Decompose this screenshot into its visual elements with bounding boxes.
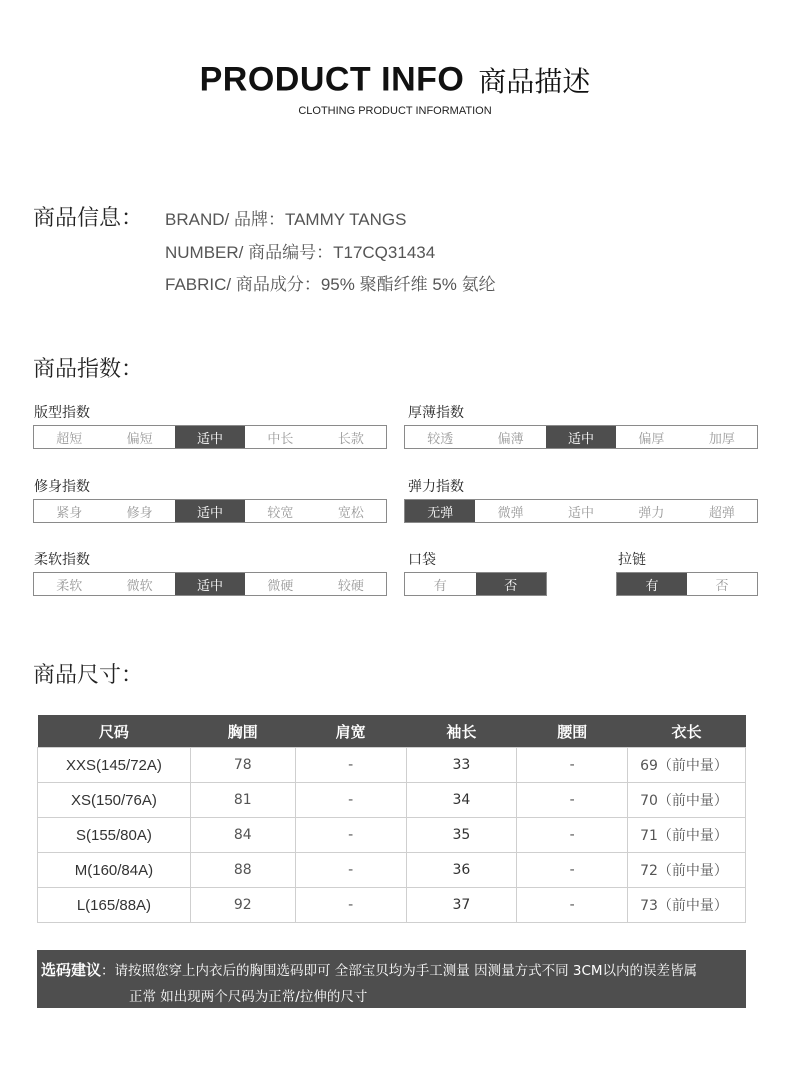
thickness-option-1: 偏薄: [497, 431, 524, 447]
zipper-option-0: 有: [617, 573, 687, 595]
size-advice-title: 选码建议: [41, 961, 102, 979]
index-section-label: 商品指数：: [33, 357, 144, 382]
cell-sleeve: 35: [406, 818, 517, 853]
cell-shoulder: -: [295, 748, 406, 783]
cell-waist: -: [517, 888, 628, 923]
thickness-index-scale: [404, 425, 758, 449]
pocket-option-1: 否: [476, 573, 547, 595]
header-chest: 胸围: [190, 715, 295, 748]
header-length: 衣长: [628, 715, 746, 748]
soft-index-label: 柔软指数: [34, 552, 90, 568]
cell-size: XS(150/76A): [38, 783, 191, 818]
slim-option-3: 较宽: [267, 505, 294, 521]
size-table: [37, 715, 746, 923]
cell-chest: 88: [190, 853, 295, 888]
size-table-header: [38, 715, 746, 748]
fit-option-1: 偏短: [126, 431, 153, 447]
thickness-option-2: 适中: [546, 426, 616, 448]
cell-length: 72（前中量）: [628, 853, 746, 888]
slim-option-1: 修身: [126, 505, 153, 521]
cell-size: M(160/84A): [38, 853, 191, 888]
thickness-option-0: 较透: [427, 431, 454, 447]
cell-sleeve: 33: [406, 748, 517, 783]
slim-option-4: 宽松: [337, 505, 364, 521]
title-en: PRODUCT INFO: [199, 60, 465, 99]
elastic-option-4: 超弹: [708, 505, 735, 521]
slim-option-0: 紧身: [56, 505, 83, 521]
number-line: NUMBER/ 商品编号：T17CQ31434: [165, 243, 436, 262]
size-section-label: 商品尺寸：: [33, 663, 144, 688]
header-sleeve: 袖长: [406, 715, 517, 748]
cell-shoulder: -: [295, 888, 406, 923]
table-row: [38, 783, 746, 818]
fit-option-3: 中长: [267, 431, 294, 447]
zipper-option-1: 否: [715, 578, 729, 594]
cell-sleeve: 34: [406, 783, 517, 818]
thickness-index-label: 厚薄指数: [408, 405, 464, 421]
fit-option-2: 适中: [175, 426, 245, 448]
size-advice-line2: 正常 如出现两个尺码为正常/拉伸的尺寸: [129, 989, 368, 1005]
size-advice-line1: [41, 957, 742, 984]
slim-index-label: 修身指数: [34, 479, 90, 495]
page-subtitle: CLOTHING PRODUCT INFORMATION: [298, 105, 492, 117]
page-title: [0, 60, 790, 100]
fabric-line: FABRIC/ 商品成分：95% 聚酯纤维 5% 氨纶: [165, 275, 496, 294]
fit-option-4: 长款: [337, 431, 364, 447]
thickness-option-4: 加厚: [708, 431, 735, 447]
pocket-option-0: 有: [433, 578, 447, 594]
size-advice-note: [37, 950, 746, 1008]
cell-length: 71（前中量）: [628, 818, 746, 853]
cell-sleeve: 37: [406, 888, 517, 923]
cell-chest: 78: [190, 748, 295, 783]
table-row: [38, 818, 746, 853]
soft-option-4: 较硬: [337, 578, 364, 594]
zipper-scale: [616, 572, 758, 596]
elastic-option-2: 适中: [568, 505, 595, 521]
header-size: 尺码: [38, 715, 191, 748]
table-row: [38, 888, 746, 923]
table-row: [38, 853, 746, 888]
header-waist: 腰围: [517, 715, 628, 748]
fit-index-label: 版型指数: [34, 405, 90, 421]
cell-chest: 84: [190, 818, 295, 853]
elastic-index-scale: [404, 499, 758, 523]
cell-length: 73（前中量）: [628, 888, 746, 923]
cell-waist: -: [517, 818, 628, 853]
soft-option-2: 适中: [175, 573, 245, 595]
cell-sleeve: 36: [406, 853, 517, 888]
cell-length: 70（前中量）: [628, 783, 746, 818]
cell-shoulder: -: [295, 818, 406, 853]
elastic-option-0: 无弹: [405, 500, 475, 522]
cell-size: XXS(145/72A): [38, 748, 191, 783]
table-row: [38, 748, 746, 783]
slim-option-2: 适中: [175, 500, 245, 522]
cell-chest: 92: [190, 888, 295, 923]
soft-option-1: 微软: [126, 578, 153, 594]
cell-size: L(165/88A): [38, 888, 191, 923]
cell-length: 69（前中量）: [628, 748, 746, 783]
cell-waist: -: [517, 853, 628, 888]
cell-waist: -: [517, 748, 628, 783]
soft-option-3: 微硬: [267, 578, 294, 594]
fit-index-scale: [33, 425, 387, 449]
elastic-index-label: 弹力指数: [408, 479, 464, 495]
pocket-scale: [404, 572, 547, 596]
soft-index-scale: [33, 572, 387, 596]
elastic-option-3: 弹力: [638, 505, 665, 521]
cell-size: S(155/80A): [38, 818, 191, 853]
elastic-option-1: 微弹: [497, 505, 524, 521]
info-section-label: 商品信息：: [33, 206, 144, 231]
pocket-label: 口袋: [408, 552, 436, 568]
cell-chest: 81: [190, 783, 295, 818]
cell-shoulder: -: [295, 853, 406, 888]
title-zh: 商品描述: [478, 65, 591, 98]
cell-waist: -: [517, 783, 628, 818]
cell-shoulder: -: [295, 783, 406, 818]
header-shoulder: 肩宽: [295, 715, 406, 748]
zipper-label: 拉链: [618, 552, 646, 568]
brand-line: BRAND/ 品牌：TAMMY TANGS: [165, 210, 407, 229]
size-advice-text: ：请按照您穿上内衣后的胸围选码即可 全部宝贝均为手工测量 因测量方式不同 3CM以内的误差皆属: [101, 963, 698, 979]
soft-option-0: 柔软: [56, 578, 83, 594]
slim-index-scale: [33, 499, 387, 523]
thickness-option-3: 偏厚: [638, 431, 665, 447]
fit-option-0: 超短: [56, 431, 83, 447]
